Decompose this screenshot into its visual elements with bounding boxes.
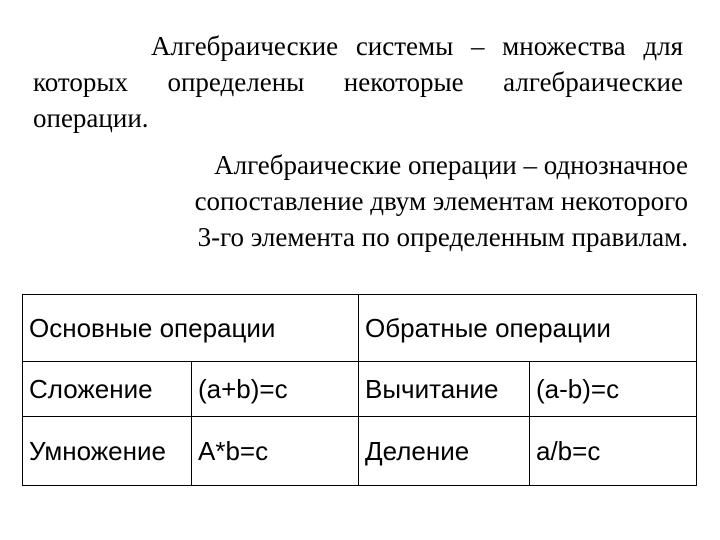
definition-line: Алгебраические операции – однозначное [214,150,688,180]
inverse-operation-formula: (a-b)=c [530,362,697,417]
inverse-operation-name: Деление [359,417,530,486]
header-basic-operations: Основные операции [23,295,359,362]
table-row [23,417,697,486]
basic-operation-name: Умножение [23,417,192,486]
table-row [23,362,697,417]
inverse-operation-formula: a/b=c [530,417,697,486]
operations-table [22,294,697,486]
basic-operation-formula: A*b=c [192,417,359,486]
header-inverse-operations: Обратные операции [359,295,697,362]
definition-algebraic-systems: Алгебраические системы – множества для которых определены некоторые алгебраические операции. [33,31,683,133]
definition-line: сопоставление двум элементам некоторого [194,186,688,216]
definition-algebraic-operations [80,147,688,255]
basic-operation-formula: (a+b)=c [192,362,359,417]
basic-operation-name: Сложение [23,362,192,417]
inverse-operation-name: Вычитание [359,362,530,417]
table-header-row [23,295,697,362]
definition-line: 3-го элемента по определенным правилам. [197,222,688,252]
